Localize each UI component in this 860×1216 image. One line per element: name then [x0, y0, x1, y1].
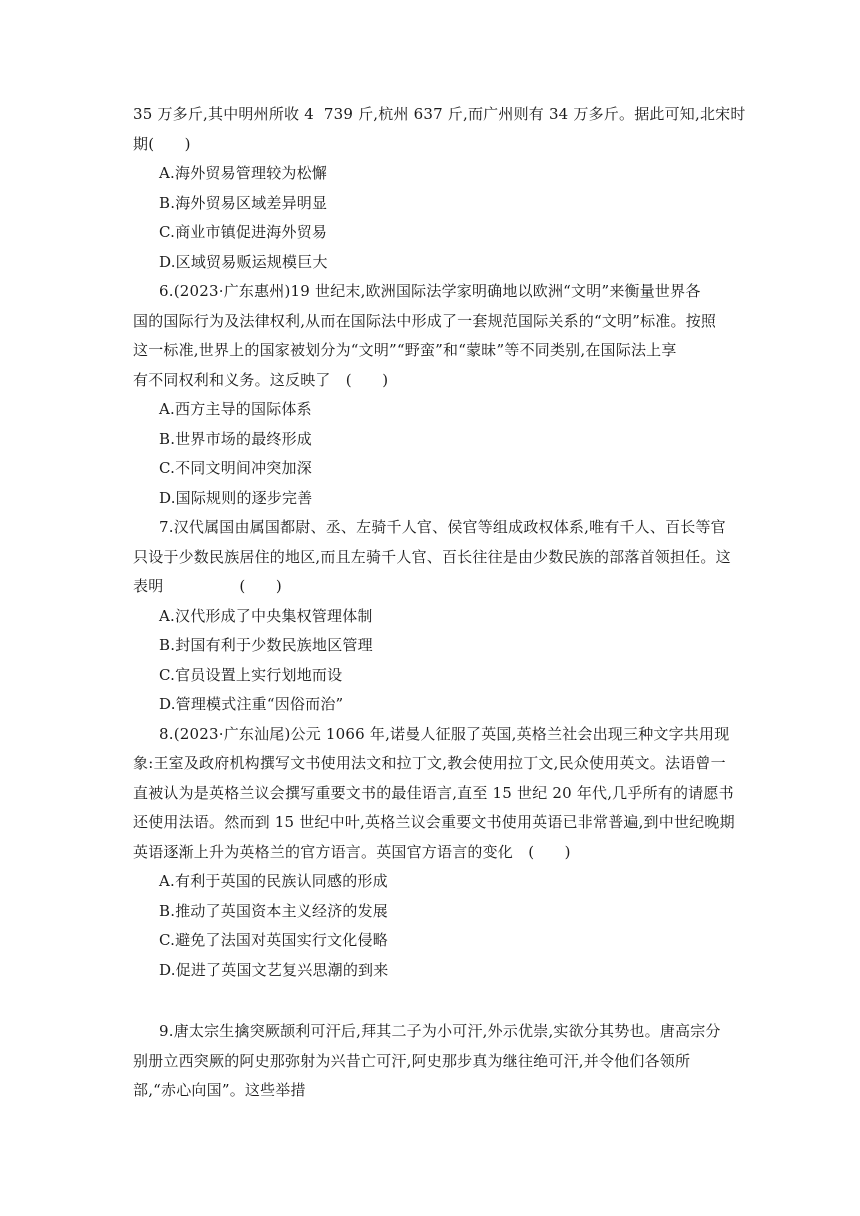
q7-stem-line-1: 7.汉代属国由属国都尉、丞、左骑千人官、侯官等组成政权体系,唯有千人、百长等官	[159, 518, 726, 536]
q7-stem-line-3: 表明 ( )	[133, 577, 282, 595]
q8-option-c: C.避免了法国对英国实行文化侵略	[159, 931, 388, 949]
q8-option-b: B.推动了英国资本主义经济的发展	[159, 902, 388, 920]
q5-option-d: D.区域贸易贩运规模巨大	[159, 253, 328, 271]
q6-stem-line-4: 有不同权利和义务。这反映了 ( )	[133, 371, 389, 389]
q8-option-d: D.促进了英国文艺复兴思潮的到来	[159, 961, 389, 979]
q6-stem-line-1: 6.(2023·广东惠州)19 世纪末,欧洲国际法学家明确地以欧洲“文明”来衡量世界各	[159, 282, 701, 300]
q8-stem-line-1: 8.(2023·广东汕尾)公元 1066 年,诺曼人征服了英国,英格兰社会出现三种文字共用现	[159, 725, 730, 743]
q6-option-c: C.不同文明间冲突加深	[159, 459, 312, 477]
q7-stem-line-2: 只设于少数民族居住的地区,而且左骑千人官、百长往往是由少数民族的部落首领担任。这	[133, 548, 731, 566]
q5-option-c: C.商业市镇促进海外贸易	[159, 223, 328, 241]
q8-stem-line-5: 英语逐渐上升为英格兰的官方语言。英国官方语言的变化 ( )	[133, 843, 571, 861]
q5-stem-line-1: 35 万多斤,其中明州所收 4 739 斤,杭州 637 斤,而广州则有 34 万多斤。据此可知,北宋时	[133, 105, 746, 123]
q7-option-d: D.管理模式注重“因俗而治”	[159, 695, 344, 713]
q7-option-a: A.汉代形成了中央集权管理体制	[159, 607, 373, 625]
q6-stem-line-2: 国的国际行为及法律权利,从而在国际法中形成了一套规范国际关系的“文明”标准。按照	[133, 312, 717, 330]
q7-option-b: B.封国有利于少数民族地区管理	[159, 636, 373, 654]
q9-stem-line-1: 9.唐太宗生擒突厥颉利可汗后,拜其二子为小可汗,外示优崇,实欲分其势也。唐高宗分	[159, 1022, 721, 1040]
q6-option-a: A.西方主导的国际体系	[159, 400, 312, 418]
q8-option-a: A.有利于英国的民族认同感的形成	[159, 872, 388, 890]
q5-option-a: A.海外贸易管理较为松懈	[159, 164, 328, 182]
q8-stem-line-3: 直被认为是英格兰议会撰写重要文书的最佳语言,直至 15 世纪 20 年代,几乎所有的请愿书	[133, 784, 734, 802]
q6-option-b: B.世界市场的最终形成	[159, 430, 312, 448]
q7-option-c: C.官员设置上实行划地而设	[159, 666, 343, 684]
q6-stem-line-3: 这一标准,世界上的国家被划分为“文明”“野蛮”和“蒙昧”等不同类别,在国际法上享	[133, 341, 677, 359]
q5-stem-line-2: 期( )	[133, 135, 191, 153]
q9-stem-line-3: 部,“赤心向国”。这些举措	[133, 1081, 306, 1099]
q9-stem-line-2: 别册立西突厥的阿史那弥射为兴昔亡可汗,阿史那步真为继往绝可汗,并令他们各领所	[133, 1052, 691, 1070]
q6-option-d: D.国际规则的逐步完善	[159, 489, 313, 507]
q5-option-b: B.海外贸易区域差异明显	[159, 194, 328, 212]
q8-stem-line-4: 还使用法语。然而到 15 世纪中叶,英格兰议会重要文书使用英语已非常普遍,到中世纪晚期	[133, 813, 735, 831]
q8-stem-line-2: 象:王室及政府机构撰写文书使用法文和拉丁文,教会使用拉丁文,民众使用英文。法语曾一	[133, 754, 726, 772]
